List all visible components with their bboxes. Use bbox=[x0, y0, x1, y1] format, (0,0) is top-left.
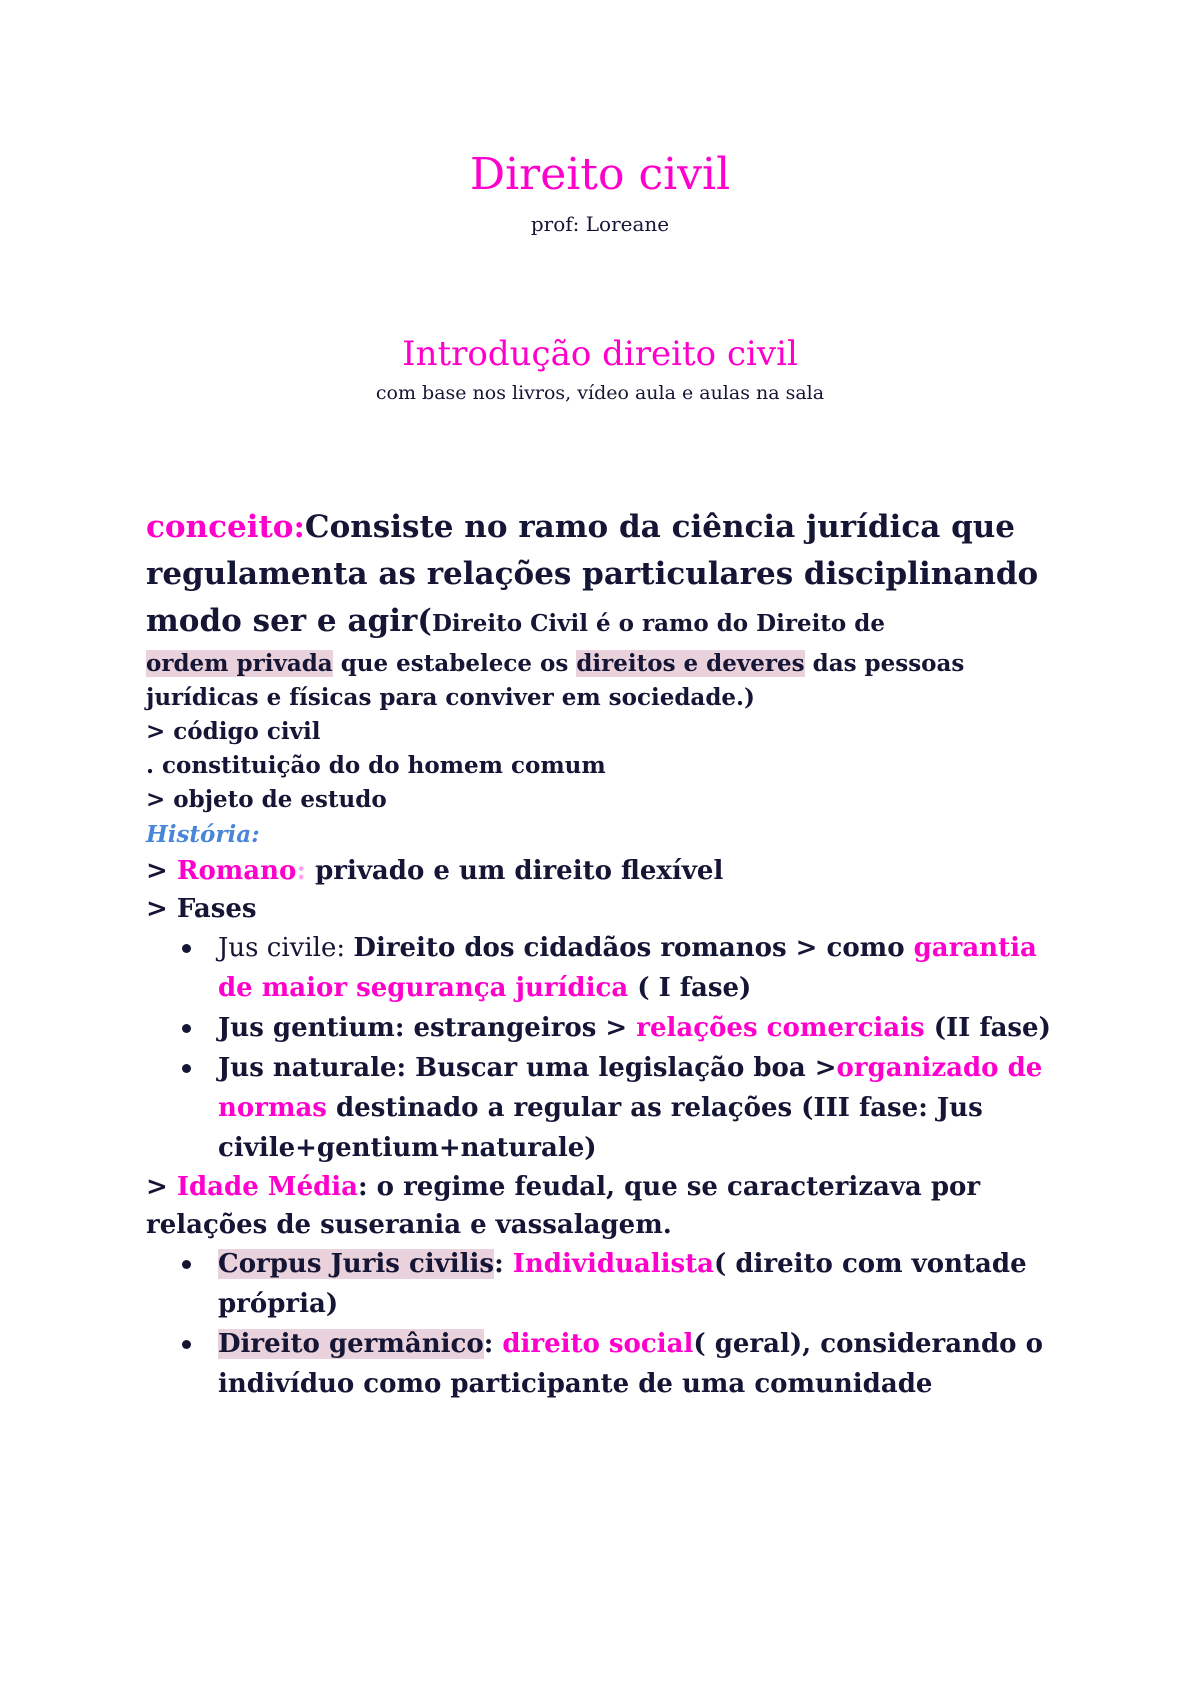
highlight-ordem-privada: ordem privada bbox=[146, 650, 333, 677]
concept-note bbox=[146, 647, 1066, 715]
point-objeto: > objeto de estudo bbox=[146, 786, 387, 813]
notes-body bbox=[146, 504, 1066, 1404]
jus-civile-end: ( I fase) bbox=[628, 973, 752, 1003]
concept-note-part3: das pessoas jurídicas e físicas para conviver em sociedade.) bbox=[146, 650, 965, 711]
section-title: Introdução direito civil bbox=[402, 334, 798, 374]
fases-list bbox=[146, 928, 1066, 1168]
concept-label: conceito: bbox=[146, 509, 305, 545]
concept-note-part2: que estabelece os bbox=[332, 650, 577, 677]
romano-text: privado e um direito flexível bbox=[306, 856, 724, 886]
corpus-colon: : bbox=[494, 1249, 513, 1279]
historia-heading: História: bbox=[146, 821, 260, 848]
point-constituicao: . constituição do do homem comum bbox=[146, 752, 606, 779]
romano-label: Romano bbox=[176, 856, 297, 886]
romano-line bbox=[146, 852, 1066, 890]
germanico-pink: direito social bbox=[502, 1329, 694, 1359]
romano-colon: : bbox=[296, 856, 307, 886]
list-item-jus-gentium bbox=[218, 1008, 1066, 1048]
jus-gentium-end: (II fase) bbox=[924, 1013, 1051, 1043]
point-codigo: > código civil bbox=[146, 718, 321, 745]
list-item-corpus-juris bbox=[218, 1244, 1066, 1324]
jus-naturale-pink: organizado de normas bbox=[218, 1053, 1043, 1123]
list-item-direito-germanico bbox=[218, 1324, 1066, 1404]
list-item-jus-civile bbox=[218, 928, 1066, 1008]
document-title: Direito civil bbox=[469, 149, 731, 200]
list-item-jus-naturale bbox=[218, 1048, 1066, 1168]
jus-gentium-text: Jus gentium: estrangeiros > bbox=[218, 1013, 637, 1043]
jus-civile-label: Jus civile: bbox=[218, 933, 354, 963]
jus-naturale-end: destinado a regular as relações (III fase: Jus civile+gentium+naturale) bbox=[218, 1093, 983, 1163]
idade-media-text: : o regime feudal, que se caracterizava por relações de suserania e vassalagem. bbox=[146, 1172, 981, 1240]
concept-definition: Consiste no ramo da ciência jurídica que regulamenta as relações particulares disciplinando modo ser e agir( bbox=[146, 509, 1039, 639]
jus-gentium-pink: relações comerciais bbox=[636, 1013, 925, 1043]
romano-prefix: > bbox=[146, 856, 177, 886]
professor-line: prof: Loreane bbox=[530, 212, 670, 236]
germanico-label: Direito germânico bbox=[218, 1329, 484, 1359]
concept-paragraph bbox=[146, 504, 1066, 647]
germanico-colon: : bbox=[483, 1329, 503, 1359]
concept-note-part1: Direito Civil é o ramo do Direito de bbox=[431, 610, 885, 637]
corpus-label: Corpus Juris civilis bbox=[218, 1249, 495, 1279]
idade-media-list bbox=[146, 1244, 1066, 1404]
germanico-end: ( geral), considerando o indivíduo como participante de uma comunidade bbox=[218, 1329, 1043, 1399]
corpus-pink: Individualista bbox=[512, 1249, 715, 1279]
jus-naturale-text: Jus naturale: Buscar uma legislação boa > bbox=[218, 1053, 837, 1083]
jus-civile-pink: garantia de maior segurança jurídica bbox=[218, 933, 1037, 1003]
idade-media-prefix: > bbox=[146, 1172, 177, 1202]
highlight-direitos-deveres: direitos e deveres bbox=[576, 650, 805, 677]
jus-civile-text: Direito dos cidadãos romanos > como bbox=[353, 933, 914, 963]
idade-media-line bbox=[146, 1168, 1066, 1244]
fases-line: > Fases bbox=[146, 894, 257, 924]
idade-media-label: Idade Média bbox=[176, 1172, 359, 1202]
section-subtitle: com base nos livros, vídeo aula e aulas na sala bbox=[375, 382, 825, 404]
corpus-end: ( direito com vontade própria) bbox=[218, 1249, 1027, 1319]
